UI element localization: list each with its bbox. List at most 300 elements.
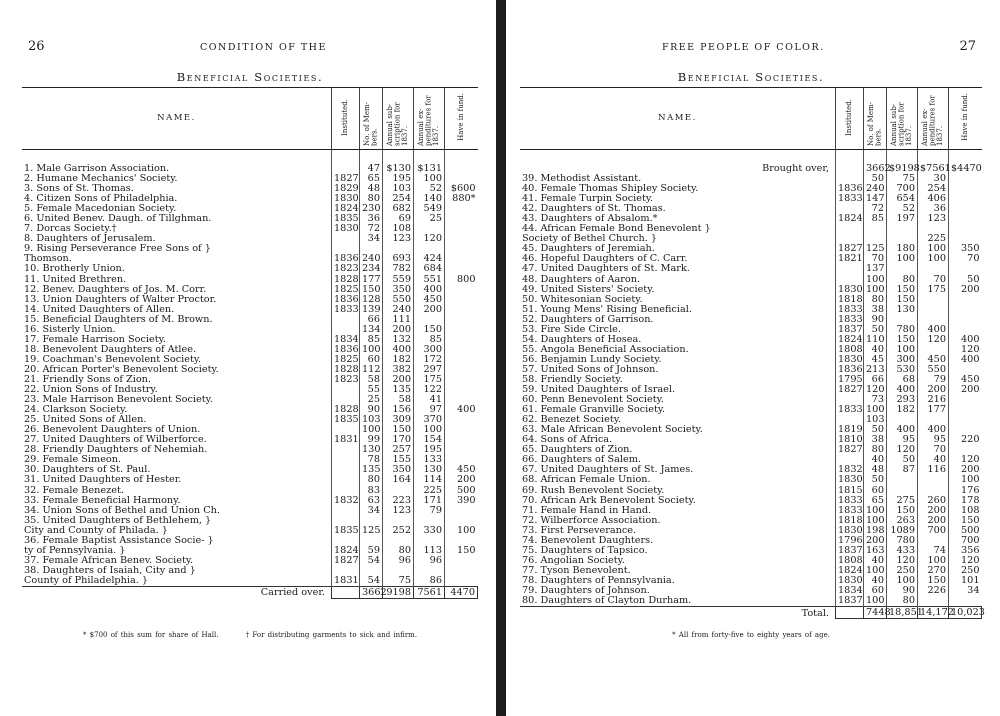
society-name: 15. Beneficial Daughters of M. Brown. (24, 313, 213, 325)
instituted-cell: 1830 (836, 475, 864, 485)
expenditures-cell: 36 (918, 204, 949, 214)
running-title: FREE PEOPLE OF COLOR. (662, 42, 825, 53)
society-name: 45. Daughters of Jeremiah. (522, 243, 655, 255)
members-cell: 50 (864, 325, 887, 335)
fund-cell: 101 (949, 576, 982, 586)
society-name: 26. Benevolent Daughters of Union. (24, 424, 201, 436)
expenditures-cell: 225 (918, 234, 949, 244)
society-name: 50. Whitesonian Society. (522, 293, 643, 305)
fund-cell (445, 285, 478, 295)
table-row (520, 150, 982, 175)
fund-cell (445, 345, 478, 355)
members-cell: 100 (864, 516, 887, 526)
subscription-cell: 180 (887, 244, 918, 254)
fund-cell (949, 596, 982, 607)
fund-cell: 800 (445, 275, 478, 285)
instituted-cell (332, 445, 360, 455)
fund-cell: $4470 (949, 150, 982, 175)
subscription-cell: 197 (887, 214, 918, 224)
fund-cell (445, 365, 478, 375)
members-cell: 90 (864, 315, 887, 325)
expenditures-cell: 200 (918, 516, 949, 526)
society-name: 77. Tyson Benevolent. (522, 564, 631, 576)
subscription-cell: 182 (887, 405, 918, 415)
societies-table (520, 87, 985, 619)
header-subscription: Annual sub-scription for 1837. (887, 88, 918, 150)
members-cell: 40 (864, 556, 887, 566)
table-row (520, 596, 982, 607)
expenditures-cell: 95 (918, 435, 949, 445)
expenditures-cell: 85 (414, 335, 445, 345)
expenditures-cell: 30 (918, 174, 949, 184)
instituted-cell: 1836 (332, 345, 360, 355)
members-cell: 36 (360, 214, 383, 224)
expenditures-cell: 684 (414, 264, 445, 274)
society-name: 63. Male African Benevolent Society. (522, 424, 703, 436)
expenditures-cell: 114 (414, 475, 445, 485)
fund-cell (445, 375, 478, 385)
section-title: Beneficial Societies. (176, 70, 324, 84)
subscription-cell: 150 (887, 335, 918, 345)
fund-cell (445, 305, 478, 315)
members-cell: 100 (360, 345, 383, 355)
society-name: 39. Methodist Assistant. (522, 173, 642, 185)
expenditures-cell: 200 (918, 506, 949, 516)
expenditures-cell: 150 (918, 576, 949, 586)
subscription-cell: 100 (887, 254, 918, 264)
instituted-cell (332, 506, 360, 516)
subscription-cell: 700 (887, 184, 918, 194)
instituted-cell: 1835 (332, 526, 360, 536)
fund-cell (445, 576, 478, 587)
expenditures-cell: 226 (918, 586, 949, 596)
expenditures-cell: 100 (918, 254, 949, 264)
expenditures-cell: 52 (414, 184, 445, 194)
society-name: 74. Benevolent Daughters. (522, 534, 654, 546)
society-name: 58. Friendly Society. (522, 373, 623, 385)
members-cell: 139 (360, 305, 383, 315)
members-cell: 3662 (864, 150, 887, 175)
expenditures-cell: 550 (918, 365, 949, 375)
members-cell: 50 (864, 425, 887, 435)
instituted-cell: 1824 (836, 335, 864, 345)
members-cell: 100 (864, 285, 887, 295)
instituted-cell: 1833 (836, 496, 864, 506)
instituted-cell: 1815 (836, 486, 864, 496)
expenditures-cell: 175 (414, 375, 445, 385)
table-row (22, 475, 478, 485)
instituted-cell (332, 385, 360, 395)
instituted-cell: 1828 (332, 275, 360, 285)
subscription-cell: 120 (887, 445, 918, 455)
expenditures-cell: 116 (918, 465, 949, 475)
expenditures-cell: 113 (414, 546, 445, 556)
subscription-cell: 58 (383, 395, 414, 405)
expenditures-cell: 140 (414, 194, 445, 204)
expenditures-cell: 100 (918, 244, 949, 254)
society-name: 18. Benevolent Daughters of Atlee. (24, 343, 197, 355)
instituted-cell: 1827 (332, 174, 360, 184)
subscription-cell: 780 (887, 325, 918, 335)
instituted-cell: 1829 (332, 184, 360, 194)
instituted-cell: 1831 (332, 576, 360, 587)
members-cell: 110 (864, 335, 887, 345)
expenditures-cell: 551 (414, 275, 445, 285)
running-head (22, 39, 478, 56)
fund-cell (445, 335, 478, 345)
society-name: 16. Sisterly Union. (24, 323, 116, 335)
subscription-cell: 150 (887, 506, 918, 516)
fund-cell: 500 (445, 486, 478, 496)
total-cell: 14,172 (918, 607, 949, 619)
society-name: 5. Female Macedonian Society. (24, 203, 177, 215)
members-cell: 34 (360, 506, 383, 516)
members-cell: 80 (864, 295, 887, 305)
expenditures-cell: 79 (414, 506, 445, 516)
fund-cell (949, 204, 982, 214)
expenditures-cell: 70 (918, 445, 949, 455)
expenditures-cell: 300 (414, 345, 445, 355)
footnotes (520, 631, 982, 639)
table-header-row (520, 88, 982, 150)
members-cell: 63 (360, 496, 383, 506)
members-cell: 147 (864, 194, 887, 204)
subscription-cell: 530 (887, 365, 918, 375)
instituted-cell (332, 150, 360, 175)
total-cell (836, 607, 864, 619)
subscription-cell: 170 (383, 435, 414, 445)
society-name: 12. Benev. Daughters of Jos. M. Corr. (24, 283, 207, 295)
subscription-cell: 252 (383, 526, 414, 536)
society-name: 57. United Sons of Johnson. (522, 363, 659, 375)
fund-cell (445, 254, 478, 264)
fund-cell (949, 224, 982, 234)
subscription-cell: 433 (887, 546, 918, 556)
expenditures-cell: 96 (414, 556, 445, 566)
fund-cell (949, 295, 982, 305)
society-name: 11. United Brethren. (24, 273, 127, 285)
instituted-cell: 1836 (836, 184, 864, 194)
society-name: 24. Clarkson Society. (24, 404, 128, 416)
societies-table (22, 87, 478, 599)
subscription-cell: 300 (887, 355, 918, 365)
members-cell: 54 (360, 576, 383, 587)
subscription-cell: 254 (383, 194, 414, 204)
subscription-cell: 275 (887, 496, 918, 506)
book-gutter (496, 0, 506, 716)
running-title: CONDITION OF THE (200, 42, 327, 53)
subscription-cell: 108 (383, 224, 414, 234)
expenditures-cell: 254 (918, 184, 949, 194)
society-name: 71. Female Hand in Hand. (522, 504, 652, 516)
subscription-cell: 68 (887, 375, 918, 385)
society-name: 70. African Ark Benevolent Society. (522, 494, 696, 506)
expenditures-cell: 216 (918, 395, 949, 405)
expenditures-cell: 175 (918, 285, 949, 295)
subscription-cell: 50 (887, 455, 918, 465)
society-name: 13. Union Daughters of Walter Proctor. (24, 293, 217, 305)
fund-cell (445, 244, 478, 254)
society-name: 4. Citizen Sons of Philadelphia. (24, 193, 178, 205)
society-name: 44. African Female Bond Benevolent } (522, 223, 711, 235)
total-label: Total. (520, 607, 836, 619)
members-cell: 48 (864, 465, 887, 475)
members-cell: 90 (360, 405, 383, 415)
society-name: 3. Sons of St. Thomas. (24, 183, 134, 195)
subscription-cell: 95 (887, 435, 918, 445)
fund-cell: 500 (949, 526, 982, 536)
instituted-cell: 1830 (836, 285, 864, 295)
table-row (520, 264, 982, 274)
table-row (22, 264, 478, 274)
subscription-cell (887, 264, 918, 274)
members-cell: 240 (360, 254, 383, 264)
fund-cell: 356 (949, 546, 982, 556)
members-cell: 50 (864, 475, 887, 485)
fund-cell (445, 506, 478, 516)
fund-cell: 220 (949, 435, 982, 445)
members-cell: 65 (360, 174, 383, 184)
fund-cell: 120 (949, 345, 982, 355)
fund-cell: 880* (445, 194, 478, 204)
society-name: 40. Female Thomas Shipley Society. (522, 183, 699, 195)
society-name: 55. Angola Beneficial Association. (522, 343, 689, 355)
instituted-cell: 1824 (836, 214, 864, 224)
expenditures-cell: 120 (918, 335, 949, 345)
subscription-cell: 150 (887, 295, 918, 305)
expenditures-cell (918, 596, 949, 607)
society-name: 64. Sons of Africa. (522, 434, 613, 446)
instituted-cell: 1821 (836, 254, 864, 264)
fund-cell: 178 (949, 496, 982, 506)
fund-cell: 100 (445, 526, 478, 536)
fund-cell (445, 566, 478, 576)
subscription-cell: 400 (887, 425, 918, 435)
instituted-cell: 1832 (836, 465, 864, 475)
fund-cell: 400 (949, 335, 982, 345)
society-name: 80. Daughters of Clayton Durham. (522, 595, 692, 607)
subscription-cell: 156 (383, 405, 414, 415)
society-name: 68. African Female Union. (522, 474, 651, 486)
members-cell: 60 (360, 355, 383, 365)
society-name: 59. United Daughters of Israel. (522, 384, 676, 396)
members-cell: 230 (360, 204, 383, 214)
instituted-cell: 1830 (836, 576, 864, 586)
expenditures-cell: 549 (414, 204, 445, 214)
instituted-cell: 1837 (836, 325, 864, 335)
members-cell: 70 (864, 254, 887, 264)
subscription-cell: 350 (383, 465, 414, 475)
society-name: ty of Pennsylvania. } (24, 544, 126, 556)
subscription-cell: 135 (383, 385, 414, 395)
expenditures-cell: 41 (414, 395, 445, 405)
left-page (22, 0, 478, 716)
society-name: 23. Male Harrison Benevolent Society. (24, 394, 213, 406)
header-expenditures: Annual ex-penditures for 1837. (414, 88, 445, 150)
society-name: 46. Hopeful Daughters of C. Carr. (522, 253, 688, 265)
subscription-cell: 100 (887, 576, 918, 586)
subscription-cell: 780 (887, 536, 918, 546)
subscription-cell: 350 (383, 285, 414, 295)
subscription-cell: 123 (383, 506, 414, 516)
members-cell: 48 (360, 184, 383, 194)
header-fund: Have in fund. (949, 88, 982, 150)
fund-cell (445, 385, 478, 395)
society-name: Thomson. (24, 253, 72, 265)
instituted-cell (332, 465, 360, 475)
instituted-cell: 1818 (836, 295, 864, 305)
fund-cell: 450 (949, 375, 982, 385)
society-name: 25. United Sons of Allen. (24, 414, 147, 426)
instituted-cell: 1834 (332, 335, 360, 345)
expenditures-cell: 370 (414, 415, 445, 425)
total-label: Carried over. (22, 586, 332, 598)
members-cell: 198 (864, 526, 887, 536)
members-cell: 60 (864, 486, 887, 496)
members-cell: 125 (360, 526, 383, 536)
instituted-cell: 1836 (332, 295, 360, 305)
instituted-cell: 1835 (332, 415, 360, 425)
expenditures-cell: 40 (918, 455, 949, 465)
members-cell: 100 (864, 566, 887, 576)
subscription-cell: $130 (383, 150, 414, 175)
expenditures-cell: 424 (414, 254, 445, 264)
footnotes (22, 631, 478, 639)
total-cell: 4470 (445, 586, 478, 598)
society-name: 21. Friendly Sons of Zion. (24, 373, 151, 385)
members-cell: 25 (360, 395, 383, 405)
instituted-cell: 1819 (836, 425, 864, 435)
fund-cell: 120 (949, 455, 982, 465)
fund-cell (949, 214, 982, 224)
society-name: 72. Wilberforce Association. (522, 514, 661, 526)
instituted-cell: 1808 (836, 345, 864, 355)
members-cell: 137 (864, 264, 887, 274)
instituted-cell (836, 224, 864, 234)
society-name: 7. Dorcas Society.† (24, 223, 117, 235)
footnote: * All from forty-five to eighty years of age. (672, 631, 830, 639)
subscription-cell: 52 (887, 204, 918, 214)
fund-cell: 150 (445, 546, 478, 556)
society-name: 69. Rush Benevolent Society. (522, 484, 665, 496)
members-cell: 50 (864, 174, 887, 184)
instituted-cell: 1824 (836, 566, 864, 576)
society-name: 10. Brotherly Union. (24, 263, 125, 275)
members-cell: 45 (864, 355, 887, 365)
subscription-cell: 240 (383, 305, 414, 315)
subscription-cell: 654 (887, 194, 918, 204)
total-row (520, 607, 982, 619)
total-cell: 18,851 (887, 607, 918, 619)
subscription-cell: 682 (383, 204, 414, 214)
members-cell: 72 (360, 224, 383, 234)
fund-cell (445, 204, 478, 214)
members-cell: 134 (360, 325, 383, 335)
instituted-cell: 1810 (836, 435, 864, 445)
total-cell: 7448 (864, 607, 887, 619)
instituted-cell: 1827 (836, 244, 864, 254)
fund-cell (949, 184, 982, 194)
table-header-row (22, 88, 478, 150)
society-name: 54. Daughters of Hosea. (522, 333, 642, 345)
instituted-cell: 1827 (836, 445, 864, 455)
expenditures-cell: 79 (918, 375, 949, 385)
members-cell: 59 (360, 546, 383, 556)
subscription-cell: 80 (887, 596, 918, 607)
society-name: 43. Daughters of Absalom.* (522, 213, 658, 225)
expenditures-cell: 195 (414, 445, 445, 455)
fund-cell (949, 264, 982, 274)
footnote: * $700 of this sum for share of Hall. (82, 631, 219, 639)
expenditures-cell (918, 295, 949, 305)
subscription-cell: 1089 (887, 526, 918, 536)
members-cell: 150 (360, 285, 383, 295)
expenditures-cell: 270 (918, 566, 949, 576)
members-cell: 200 (864, 536, 887, 546)
fund-cell (445, 150, 478, 175)
expenditures-cell: 100 (918, 556, 949, 566)
members-cell: 80 (360, 475, 383, 485)
society-name: 67. United Daughters of St. James. (522, 464, 694, 476)
members-cell: 85 (360, 335, 383, 345)
fund-cell (949, 315, 982, 325)
fund-cell (445, 355, 478, 365)
society-name: 48. Daughters of Aaron. (522, 273, 641, 285)
instituted-cell (332, 475, 360, 485)
society-name: 38. Daughters of Isaiah, City and } (24, 564, 196, 576)
fund-cell (949, 305, 982, 315)
expenditures-cell: 200 (414, 305, 445, 315)
society-name: 66. Daughters of Salem. (522, 454, 642, 466)
subscription-cell: 164 (383, 475, 414, 485)
members-cell: 54 (360, 556, 383, 566)
members-cell: 66 (864, 375, 887, 385)
society-name: 62. Benezet Society. (522, 414, 622, 426)
members-cell: 240 (864, 184, 887, 194)
society-name: 73. First Perseverance. (522, 524, 637, 536)
subscription-cell: 550 (383, 295, 414, 305)
subscription-cell: 309 (383, 415, 414, 425)
subscription-cell: 400 (383, 345, 414, 355)
subscription-cell: 263 (887, 516, 918, 526)
society-name: 19. Coachman's Benevolent Society. (24, 353, 202, 365)
expenditures-cell: 400 (918, 325, 949, 335)
table-row (520, 475, 982, 485)
subscription-cell: 559 (383, 275, 414, 285)
expenditures-cell: 172 (414, 355, 445, 365)
subscription-cell: 693 (383, 254, 414, 264)
subscription-cell: 150 (383, 425, 414, 435)
members-cell: 120 (864, 385, 887, 395)
members-cell: 38 (864, 435, 887, 445)
footnote: † For distributing garments to sick and infirm. (245, 631, 418, 639)
society-name: 75. Daughters of Tapsico. (522, 544, 648, 556)
members-cell: 234 (360, 264, 383, 274)
subscription-cell: 195 (383, 174, 414, 184)
expenditures-cell: 297 (414, 365, 445, 375)
instituted-cell (332, 455, 360, 465)
instituted-cell: 1818 (836, 516, 864, 526)
fund-cell: $600 (445, 184, 478, 194)
members-cell: 40 (864, 455, 887, 465)
instituted-cell: 1828 (332, 405, 360, 415)
table-row (22, 576, 478, 587)
society-name: 49. United Sisters' Society. (522, 283, 655, 295)
subscription-cell: 75 (383, 576, 414, 587)
expenditures-cell: 133 (414, 455, 445, 465)
fund-cell (445, 234, 478, 244)
fund-cell (445, 214, 478, 224)
